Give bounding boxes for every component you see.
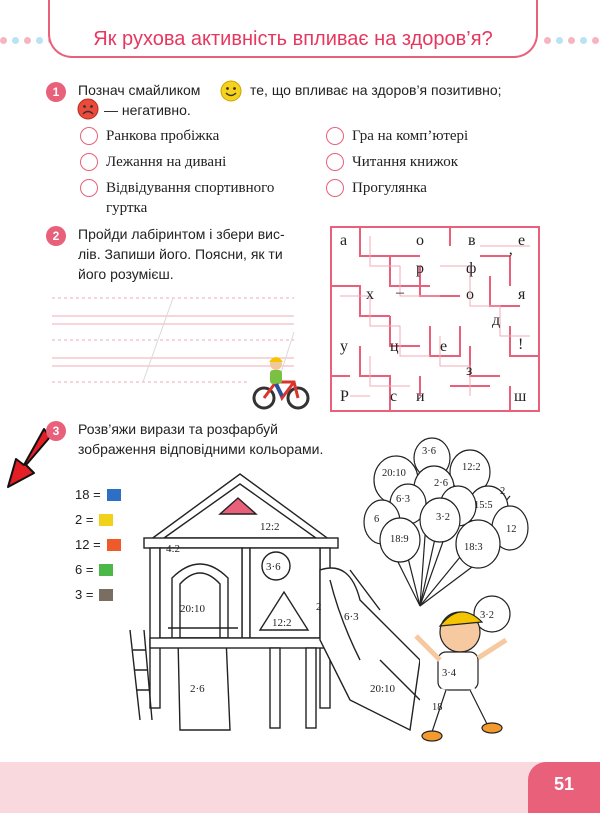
house-expr: 4:2	[166, 543, 181, 555]
maze-letter: е	[518, 232, 526, 249]
option-morning-run: Ранкова пробіжка	[106, 128, 220, 144]
maze-letter: ц	[390, 338, 399, 355]
maze-letter: о	[466, 286, 474, 303]
maze-letter: х	[366, 286, 374, 303]
house-expr: 2	[316, 601, 322, 613]
legend-label: 6 =	[75, 562, 94, 577]
balloon-expr: 3·4	[442, 668, 456, 679]
task1-number: 1	[46, 82, 66, 102]
maze-letter: р	[416, 260, 424, 277]
legend-row-6	[75, 562, 113, 577]
option-circle[interactable]	[80, 127, 98, 145]
maze-letter: е	[440, 338, 448, 355]
house-expr: 2·6	[190, 683, 205, 695]
maze-letter: ш	[514, 388, 527, 405]
option-computer-game: Гра на комп’ютері	[352, 128, 469, 144]
page-number: 51	[553, 774, 575, 794]
maze-letter: ’	[508, 250, 514, 267]
legend-swatch-blue	[107, 489, 121, 501]
maze-letter: –	[396, 284, 404, 301]
balloon-expr: 18:9	[390, 534, 409, 545]
balloon-expr: 15:5	[474, 500, 493, 511]
house-expr: 20:10	[180, 603, 206, 615]
legend-swatch-red	[107, 539, 121, 551]
maze-letter: ф	[466, 260, 477, 277]
decor-dots-right	[544, 37, 600, 44]
option-circle[interactable]	[80, 179, 98, 197]
bottom-band	[0, 762, 600, 813]
option-circle[interactable]	[326, 179, 344, 197]
option-lying-sofa: Лежання на дивані	[106, 154, 227, 170]
legend-row-18	[75, 487, 121, 502]
legend-swatch-green	[99, 564, 113, 576]
task3-line1: Розв’яжи вирази та розфарбуй	[78, 421, 279, 437]
legend-row-12	[75, 537, 121, 552]
balloon-expr: 12:2	[462, 462, 481, 473]
maze-letter: с	[390, 388, 398, 405]
option-circle[interactable]	[80, 153, 98, 171]
maze-letter: я	[518, 286, 526, 303]
option-sports-club-1: Відвідування спортивного	[106, 180, 275, 196]
maze-letter: у	[340, 338, 348, 355]
balloon-expr: 3·2	[436, 512, 450, 523]
legend-row-2	[75, 512, 113, 527]
title-box	[48, 0, 538, 58]
legend-label: 12 =	[75, 537, 101, 552]
task2-number: 2	[46, 226, 66, 246]
cyclist-illustration	[250, 352, 314, 412]
legend-swatch-grey	[99, 589, 113, 601]
legend-label: 18 =	[75, 487, 101, 502]
balloon-expr: 3·2	[480, 610, 494, 621]
maze-letter: Р	[340, 388, 349, 405]
option-circle[interactable]	[326, 127, 344, 145]
maze-letter: !	[518, 336, 524, 353]
sad-face-icon	[77, 98, 99, 125]
balloon-expr: 18:3	[464, 542, 483, 553]
task2-line1: Пройди лабіринтом і збери вис-	[78, 226, 285, 242]
maze-letter: о	[416, 232, 424, 249]
house-expr: 3·6	[266, 561, 281, 573]
balloon-expr: 18	[432, 702, 443, 713]
task1-line2: — негативно.	[104, 102, 191, 118]
balloon-expr: 20:10	[382, 468, 406, 479]
smile-icon	[220, 80, 242, 107]
house-expr: 12:2	[260, 521, 280, 533]
house-expr: 6·3	[344, 611, 359, 623]
task3-number: 3	[46, 421, 66, 441]
balloon-expr: 2·6	[434, 478, 448, 489]
legend-label: 2 =	[75, 512, 94, 527]
maze-letter: в	[468, 232, 476, 249]
option-reading: Читання книжок	[352, 154, 458, 170]
task1-line1-a: Познач смайликом	[78, 82, 201, 98]
maze-letter: а	[340, 232, 348, 249]
house-expr: 12:2	[272, 617, 292, 629]
maze-letter: з	[466, 362, 473, 379]
maze-letter: и	[416, 388, 425, 405]
legend-swatch-yellow	[99, 514, 113, 526]
balloon-expr: 2	[500, 486, 506, 497]
house-expr: 20:10	[370, 683, 396, 695]
option-walk: Прогулянка	[352, 180, 427, 196]
option-circle[interactable]	[326, 153, 344, 171]
legend-row-3	[75, 587, 113, 602]
task2-line2: лів. Запиши його. Поясни, як ти	[78, 246, 283, 262]
maze-letter: д	[492, 312, 501, 329]
balloon-expr: 6·3	[396, 494, 410, 505]
task3-line2: зображення відповідними кольорами.	[78, 441, 324, 457]
option-sports-club-2: гуртка	[106, 200, 148, 216]
page-title: Як рухова активність впливає на здоров’я?	[93, 28, 493, 50]
balloon-expr: 12	[506, 524, 517, 535]
task2-line3: його розумієш.	[78, 266, 174, 282]
decor-dots-left	[0, 37, 55, 44]
balloon-expr: 3·6	[422, 446, 436, 457]
balloon-expr: 6	[374, 514, 380, 525]
legend-label: 3 =	[75, 587, 94, 602]
task1-line1-b: те, що впливає на здоров’я позитивно;	[250, 82, 502, 98]
balloons-coloring[interactable]	[360, 436, 530, 756]
